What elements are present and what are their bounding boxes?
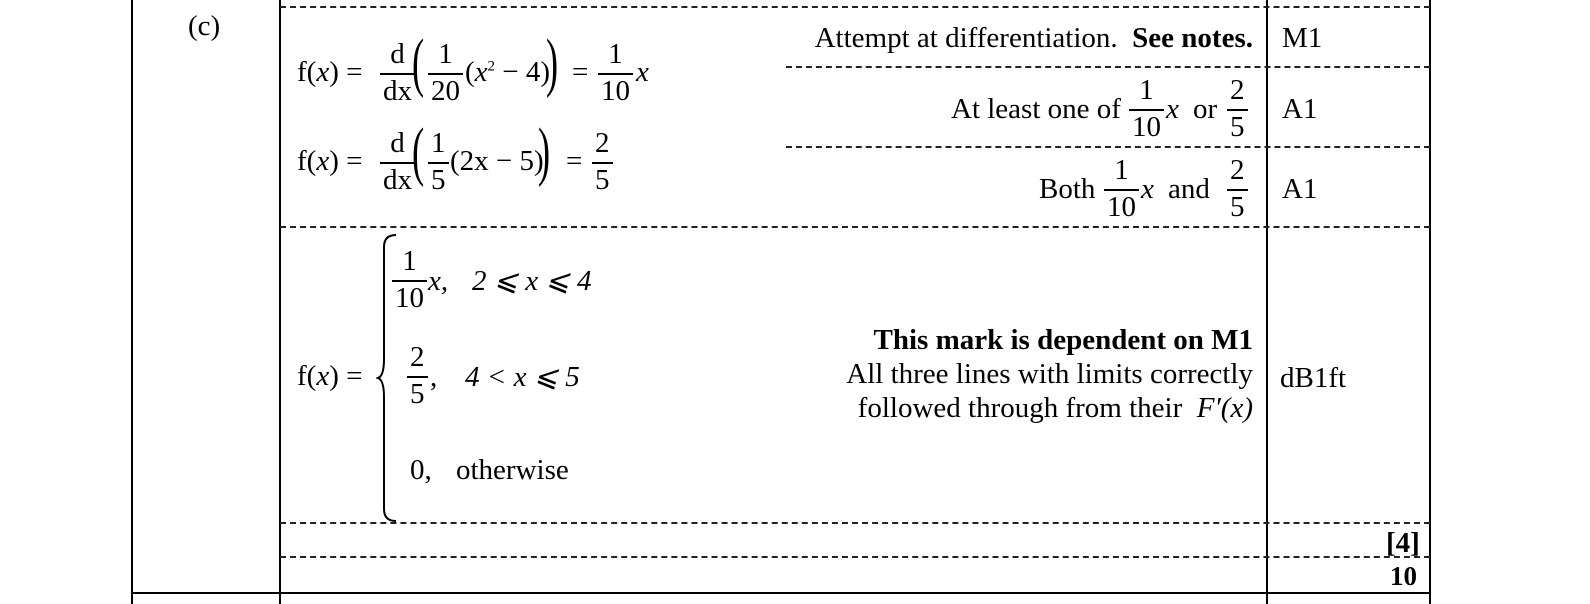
left-paren-large: ( bbox=[412, 26, 425, 99]
equals-sign: = bbox=[572, 56, 589, 88]
case1-expr: x, bbox=[428, 265, 449, 297]
top-separator bbox=[280, 6, 1430, 8]
equals-sign-2: = bbox=[566, 145, 583, 177]
note-separator-1 bbox=[786, 66, 1430, 68]
note-separator-2 bbox=[786, 146, 1430, 148]
case3-condition: otherwise bbox=[456, 454, 569, 486]
mark-total: 10 bbox=[1390, 561, 1417, 591]
column-divider-work bbox=[279, 0, 281, 604]
right-paren-large: ) bbox=[546, 26, 559, 99]
case1-fraction: $\frac{1}{10}$ bbox=[392, 247, 427, 313]
derivative-operator: $\frac{d}{dx}$ bbox=[380, 40, 415, 106]
lhs-f: f( bbox=[297, 56, 317, 88]
right-paren-large-2: ) bbox=[538, 115, 551, 188]
derivative-operator-2: $\frac{d}{dx}$ bbox=[380, 129, 415, 195]
row-separator-subtotal bbox=[280, 522, 1430, 524]
case2-fraction: $\frac{2}{5}$ bbox=[407, 343, 428, 409]
table-left-border bbox=[131, 0, 133, 604]
case2-comma: , bbox=[430, 361, 438, 393]
row-separator-total bbox=[280, 556, 1430, 558]
inner-expr-2: (2x − 5) bbox=[450, 145, 544, 177]
mark-a1-second: A1 bbox=[1282, 173, 1318, 205]
row-separator-piecewise bbox=[280, 226, 1430, 228]
column-divider-marks bbox=[1266, 0, 1268, 604]
result-var: x bbox=[636, 56, 649, 88]
lhs-var: x bbox=[316, 56, 330, 88]
note-followed-through: followed through from their F′(x) bbox=[857, 392, 1253, 424]
case2-condition: 4 < x ⩽ 5 bbox=[465, 361, 580, 393]
fraction-1-5: $\frac{1}{5}$ bbox=[428, 129, 449, 195]
note-dependent-heading: This mark is dependent on M1 bbox=[873, 324, 1253, 356]
result-fraction-2-5: $\frac{2}{5}$ bbox=[592, 129, 613, 195]
note-all-three-lines: All three lines with limits correctly bbox=[846, 358, 1253, 390]
mark-m1: M1 bbox=[1282, 22, 1323, 54]
table-bottom-border bbox=[131, 592, 1431, 594]
part-label: (c) bbox=[188, 10, 221, 42]
result-fraction-1-10: $\frac{1}{10}$ bbox=[598, 40, 633, 106]
mark-subtotal: [4] bbox=[1386, 527, 1420, 559]
case1-condition: 2 ⩽ x ⩽ 4 bbox=[472, 265, 592, 297]
lhs-close: ) = bbox=[329, 56, 363, 88]
mark-a1-first: A1 bbox=[1282, 93, 1318, 125]
table-right-border bbox=[1429, 0, 1431, 604]
left-paren-large-2: ( bbox=[412, 115, 425, 188]
fraction-1-20: $\frac{1}{20}$ bbox=[428, 40, 463, 106]
note-attempt-differentiation: Attempt at differentiation. See notes. bbox=[814, 22, 1253, 54]
case3-value: 0, bbox=[410, 454, 432, 486]
mark-db1ft: dB1ft bbox=[1280, 362, 1347, 394]
